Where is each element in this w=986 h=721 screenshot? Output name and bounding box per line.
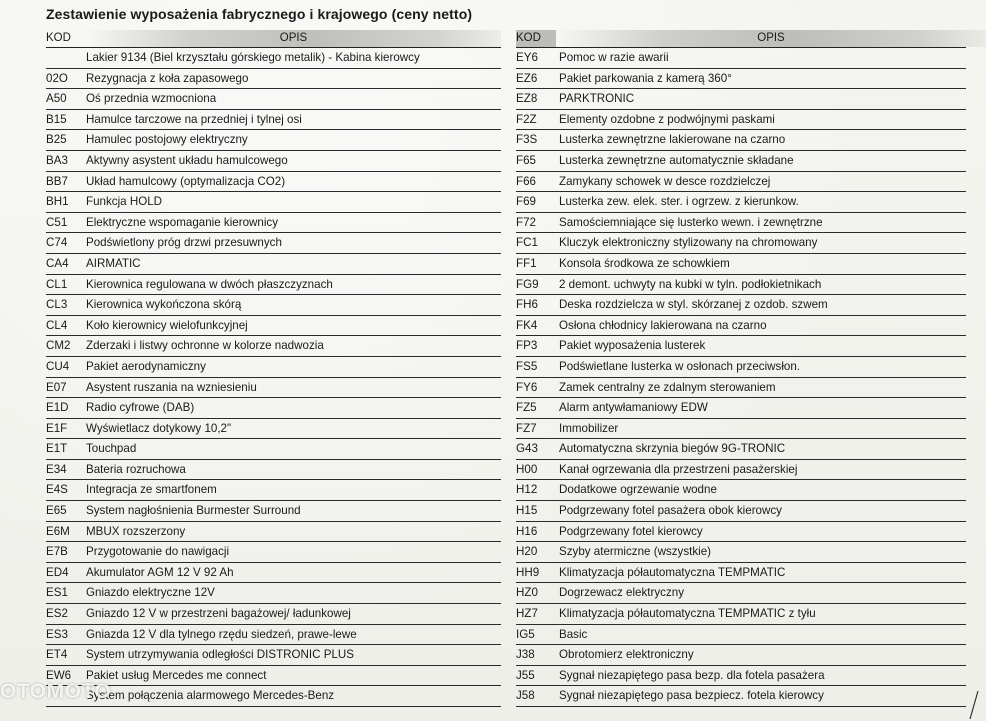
row-code: CM2 (46, 339, 71, 353)
row-code: 02O (46, 71, 68, 85)
row-code: B15 (46, 112, 67, 126)
row-description: 2 demont. uchwyty na kubki w tyln. podłokietnikach (559, 277, 822, 291)
row-code: CL1 (46, 277, 68, 291)
row-description: Osłona chłodnicy lakierowana na czarno (559, 318, 767, 332)
row-description: Hamulce tarczowe na przedniej i tylnej osi (86, 112, 302, 126)
row-description: Kanał ogrzewania dla przestrzeni pasażerskiej (559, 462, 798, 476)
row-description: Oś przednia wzmocniona (86, 92, 217, 106)
table-row (46, 316, 501, 337)
row-code: BA3 (46, 153, 68, 167)
row-description: Gniazda 12 V dla tylnego rzędu siedzeń, prawe-lewe (86, 627, 357, 641)
table-row (46, 48, 501, 69)
row-description: Przygotowanie do nawigacji (86, 545, 230, 559)
table-row (46, 645, 501, 666)
row-description: Pakiet wyposażenia lusterek (559, 339, 706, 353)
table-row (516, 89, 966, 110)
row-description: Zamek centralny ze zdalnym sterowaniem (559, 380, 776, 394)
row-description: Klimatyzacja półautomatyczna TEMPMATIC z tyłu (559, 607, 816, 621)
table-header (46, 30, 501, 48)
row-code: HZ0 (516, 586, 538, 600)
table-row (46, 151, 501, 172)
row-code: F69 (516, 195, 536, 209)
table-row (516, 233, 966, 254)
row-code: FC1 (516, 236, 538, 250)
table-row (516, 419, 966, 440)
table-row (516, 583, 966, 604)
row-code: C74 (46, 236, 68, 250)
table-row (46, 563, 501, 584)
row-description: Elementy ozdobne z podwójnymi paskami (559, 112, 775, 126)
table-row (46, 583, 501, 604)
row-code: ES3 (46, 627, 68, 641)
pen-stroke-mark (966, 691, 980, 721)
row-code: E65 (46, 504, 67, 518)
table-row (516, 254, 966, 275)
table-row (516, 69, 966, 90)
table-row (516, 460, 966, 481)
row-code: E7B (46, 545, 68, 559)
table-row (516, 130, 966, 151)
table-row (516, 542, 966, 563)
row-code: F66 (516, 174, 536, 188)
table-row (46, 130, 501, 151)
row-code: E34 (46, 462, 67, 476)
row-description: Kierownica regulowana w dwóch płaszczyznach (86, 277, 333, 291)
row-code: F2Z (516, 112, 537, 126)
table-row (46, 172, 501, 193)
row-code: FF1 (516, 256, 537, 270)
row-code: IG5 (516, 627, 535, 641)
document-title: Zestawienie wyposażenia fabrycznego i krajowego (ceny netto) (46, 6, 473, 22)
row-description: Lusterka zewnętrzne automatycznie składane (559, 153, 794, 167)
table-row (516, 480, 966, 501)
table-row (46, 419, 501, 440)
table-row (516, 563, 966, 584)
table-row (46, 501, 501, 522)
row-description: Kluczyk elektroniczny stylizowany na chromowany (559, 236, 818, 250)
table-row (46, 625, 501, 646)
row-description: Koło kierownicy wielofunkcyjnej (86, 318, 248, 332)
row-description: Pomoc w razie awarii (559, 51, 669, 64)
row-description: Kierownica wykończona skórą (86, 298, 242, 312)
row-description: System nagłośnienia Burmester Surround (86, 504, 301, 518)
row-code: ES2 (46, 607, 68, 621)
row-description: Dodatkowe ogrzewanie wodne (559, 483, 717, 497)
table-row (46, 213, 501, 234)
table-row (46, 522, 501, 543)
row-description: Pakiet usług Mercedes me connect (86, 668, 267, 682)
row-description: Rezygnacja z koła zapasowego (86, 71, 249, 85)
row-code: H15 (516, 504, 538, 518)
row-description: Sygnał niezapiętego pasa bezp. dla fotela pasażera (559, 668, 825, 682)
row-code: F65 (516, 153, 536, 167)
row-code: E1D (46, 401, 69, 415)
row-description: Lakier 9134 (Biel krzyształu górskiego metalik) - Kabina kierowcy (86, 51, 420, 64)
row-code: FY6 (516, 380, 538, 394)
row-code: FG9 (516, 277, 539, 291)
table-row (46, 192, 501, 213)
row-description: Touchpad (86, 442, 137, 456)
row-code: E1T (46, 442, 68, 456)
row-description: Deska rozdzielcza w styl. skórzanej z ozdob. szwem (559, 298, 828, 312)
row-description: Zderzaki i listwy ochronne w kolorze nadwozia (86, 339, 324, 353)
row-description: Sygnał niezapiętego pasa bezpiecz. fotela kierowcy (559, 689, 824, 703)
table-row (516, 151, 966, 172)
table-row (46, 542, 501, 563)
row-code: J38 (516, 648, 535, 662)
table-row (516, 48, 966, 69)
row-description: Podgrzewany fotel pasażera obok kierowcy (559, 504, 782, 518)
row-description: Asystent ruszania na wzniesieniu (86, 380, 257, 394)
table-row (46, 233, 501, 254)
table-row (46, 378, 501, 399)
table-row (46, 686, 501, 707)
row-code: CU4 (46, 359, 70, 373)
row-code: BH1 (46, 195, 69, 209)
row-code: H16 (516, 524, 538, 538)
row-description: System utrzymywania odległości DISTRONIC PLUS (86, 648, 355, 662)
table-row (46, 460, 501, 481)
table-row (516, 192, 966, 213)
row-description: AIRMATIC (86, 256, 141, 270)
row-description: Lusterka zewnętrzne lakierowane na czarno (559, 133, 786, 147)
row-description: Wyświetlacz dotykowy 10,2" (86, 421, 232, 435)
row-code: EZ8 (516, 92, 538, 106)
row-description: Bateria rozruchowa (86, 462, 186, 476)
row-code: BB7 (46, 174, 68, 188)
row-description: Automatyczna skrzynia biegów 9G-TRONIC (559, 442, 786, 456)
row-code: E07 (46, 380, 67, 394)
row-code: EY6 (516, 51, 538, 64)
table-row (516, 110, 966, 131)
row-code: CL3 (46, 298, 68, 312)
row-description: Alarm antywłamaniowy EDW (559, 401, 708, 415)
table-row (46, 439, 501, 460)
equipment-table-right (516, 30, 966, 707)
row-description: Układ hamulcowy (optymalizacja CO2) (86, 174, 286, 188)
table-row (516, 439, 966, 460)
table-row (46, 295, 501, 316)
row-code: CL4 (46, 318, 68, 332)
row-code: G43 (516, 442, 538, 456)
rows-right (516, 48, 966, 707)
row-code: HH9 (516, 565, 540, 579)
table-row (46, 336, 501, 357)
table-row (516, 625, 966, 646)
row-code: ET4 (46, 648, 68, 662)
table-row (46, 110, 501, 131)
row-description: Gniazdo 12 V w przestrzeni bagażowej/ ładunkowej (86, 607, 351, 621)
table-row (516, 357, 966, 378)
row-description: Radio cyfrowe (DAB) (86, 401, 195, 415)
table-row (516, 686, 966, 707)
table-row (46, 604, 501, 625)
row-code: EW6 (46, 668, 72, 682)
table-row (46, 69, 501, 90)
row-description: Aktywny asystent układu hamulcowego (86, 153, 288, 167)
table-row (516, 645, 966, 666)
row-code: CA4 (46, 256, 69, 270)
row-description: MBUX rozszerzony (86, 524, 186, 538)
row-code: B25 (46, 133, 67, 147)
table-row (516, 666, 966, 687)
row-description: Lusterka zew. elek. ster. i ogrzew. z kierunkow. (559, 195, 799, 209)
row-code: H00 (516, 462, 538, 476)
table-row (516, 295, 966, 316)
table-header (516, 30, 966, 48)
table-row (516, 378, 966, 399)
row-description: Pakiet aerodynamiczny (86, 359, 206, 373)
row-code: J58 (516, 689, 535, 703)
header-opis: OPIS (86, 30, 501, 47)
table-row (46, 398, 501, 419)
row-description: Podświetlony próg drzwi przesuwnych (86, 236, 282, 250)
row-code: H12 (516, 483, 538, 497)
row-code: ED4 (46, 565, 69, 579)
table-row (516, 522, 966, 543)
equipment-table-left (46, 30, 501, 707)
row-code: E1F (46, 421, 68, 435)
table-row (46, 357, 501, 378)
row-description: Immobilizer (559, 421, 619, 435)
row-code: A50 (46, 92, 67, 106)
row-code: FZ5 (516, 401, 537, 415)
row-description: Elektryczne wspomaganie kierownicy (86, 215, 279, 229)
row-code: FH6 (516, 298, 538, 312)
header-opis: OPIS (556, 30, 986, 47)
row-code: ES1 (46, 586, 68, 600)
row-description: Klimatyzacja półautomatyczna TEMPMATIC (559, 565, 786, 579)
row-code: EZ6 (516, 71, 538, 85)
table-row (46, 89, 501, 110)
row-code: J55 (516, 668, 535, 682)
row-description: Podświetlane lusterka w osłonach przeciwsłon. (559, 359, 801, 373)
row-description: Konsola środkowa ze schowkiem (559, 256, 730, 270)
row-description: Hamulec postojowy elektryczny (86, 133, 248, 147)
row-code: FP3 (516, 339, 538, 353)
row-description: Akumulator AGM 12 V 92 Ah (86, 565, 234, 579)
row-code: E4S (46, 483, 68, 497)
row-description: Gniazdo elektryczne 12V (86, 586, 215, 600)
table-row (516, 501, 966, 522)
table-row (516, 172, 966, 193)
row-description: Zamykany schowek w desce rozdzielczej (559, 174, 771, 188)
row-code: FZ7 (516, 421, 537, 435)
row-code: F72 (516, 215, 536, 229)
table-row (516, 213, 966, 234)
watermark-logo: OTOMOTO (0, 680, 112, 703)
rows-left (46, 48, 501, 707)
row-code: FK4 (516, 318, 538, 332)
table-row (46, 254, 501, 275)
row-description: Szyby atermiczne (wszystkie) (559, 545, 712, 559)
table-row (516, 336, 966, 357)
header-kod: KOD (516, 30, 556, 47)
row-description: Basic (559, 627, 588, 641)
row-code: E6M (46, 524, 70, 538)
row-description: Samościemniające się lusterko wewn. i zewnętrzne (559, 215, 823, 229)
row-description: Dogrzewacz elektryczny (559, 586, 684, 600)
header-kod: KOD (46, 32, 71, 44)
row-code: H20 (516, 545, 538, 559)
row-description: Funkcja HOLD (86, 195, 163, 209)
table-row (46, 666, 501, 687)
table-row (516, 604, 966, 625)
row-description: Podgrzewany fotel kierowcy (559, 524, 703, 538)
table-row (516, 316, 966, 337)
table-row (516, 275, 966, 296)
row-description: System połączenia alarmowego Mercedes-Benz (86, 689, 335, 703)
table-row (46, 275, 501, 296)
table-row (516, 398, 966, 419)
row-description: Integracja ze smartfonem (86, 483, 217, 497)
row-code: F3S (516, 133, 538, 147)
row-description: Obrotomierz elektroniczny (559, 648, 694, 662)
row-description: PARKTRONIC (559, 92, 635, 106)
row-code: C51 (46, 215, 68, 229)
row-description: Pakiet parkowania z kamerą 360° (559, 71, 732, 85)
table-row (46, 480, 501, 501)
row-code: HZ7 (516, 607, 538, 621)
row-code: FS5 (516, 359, 538, 373)
